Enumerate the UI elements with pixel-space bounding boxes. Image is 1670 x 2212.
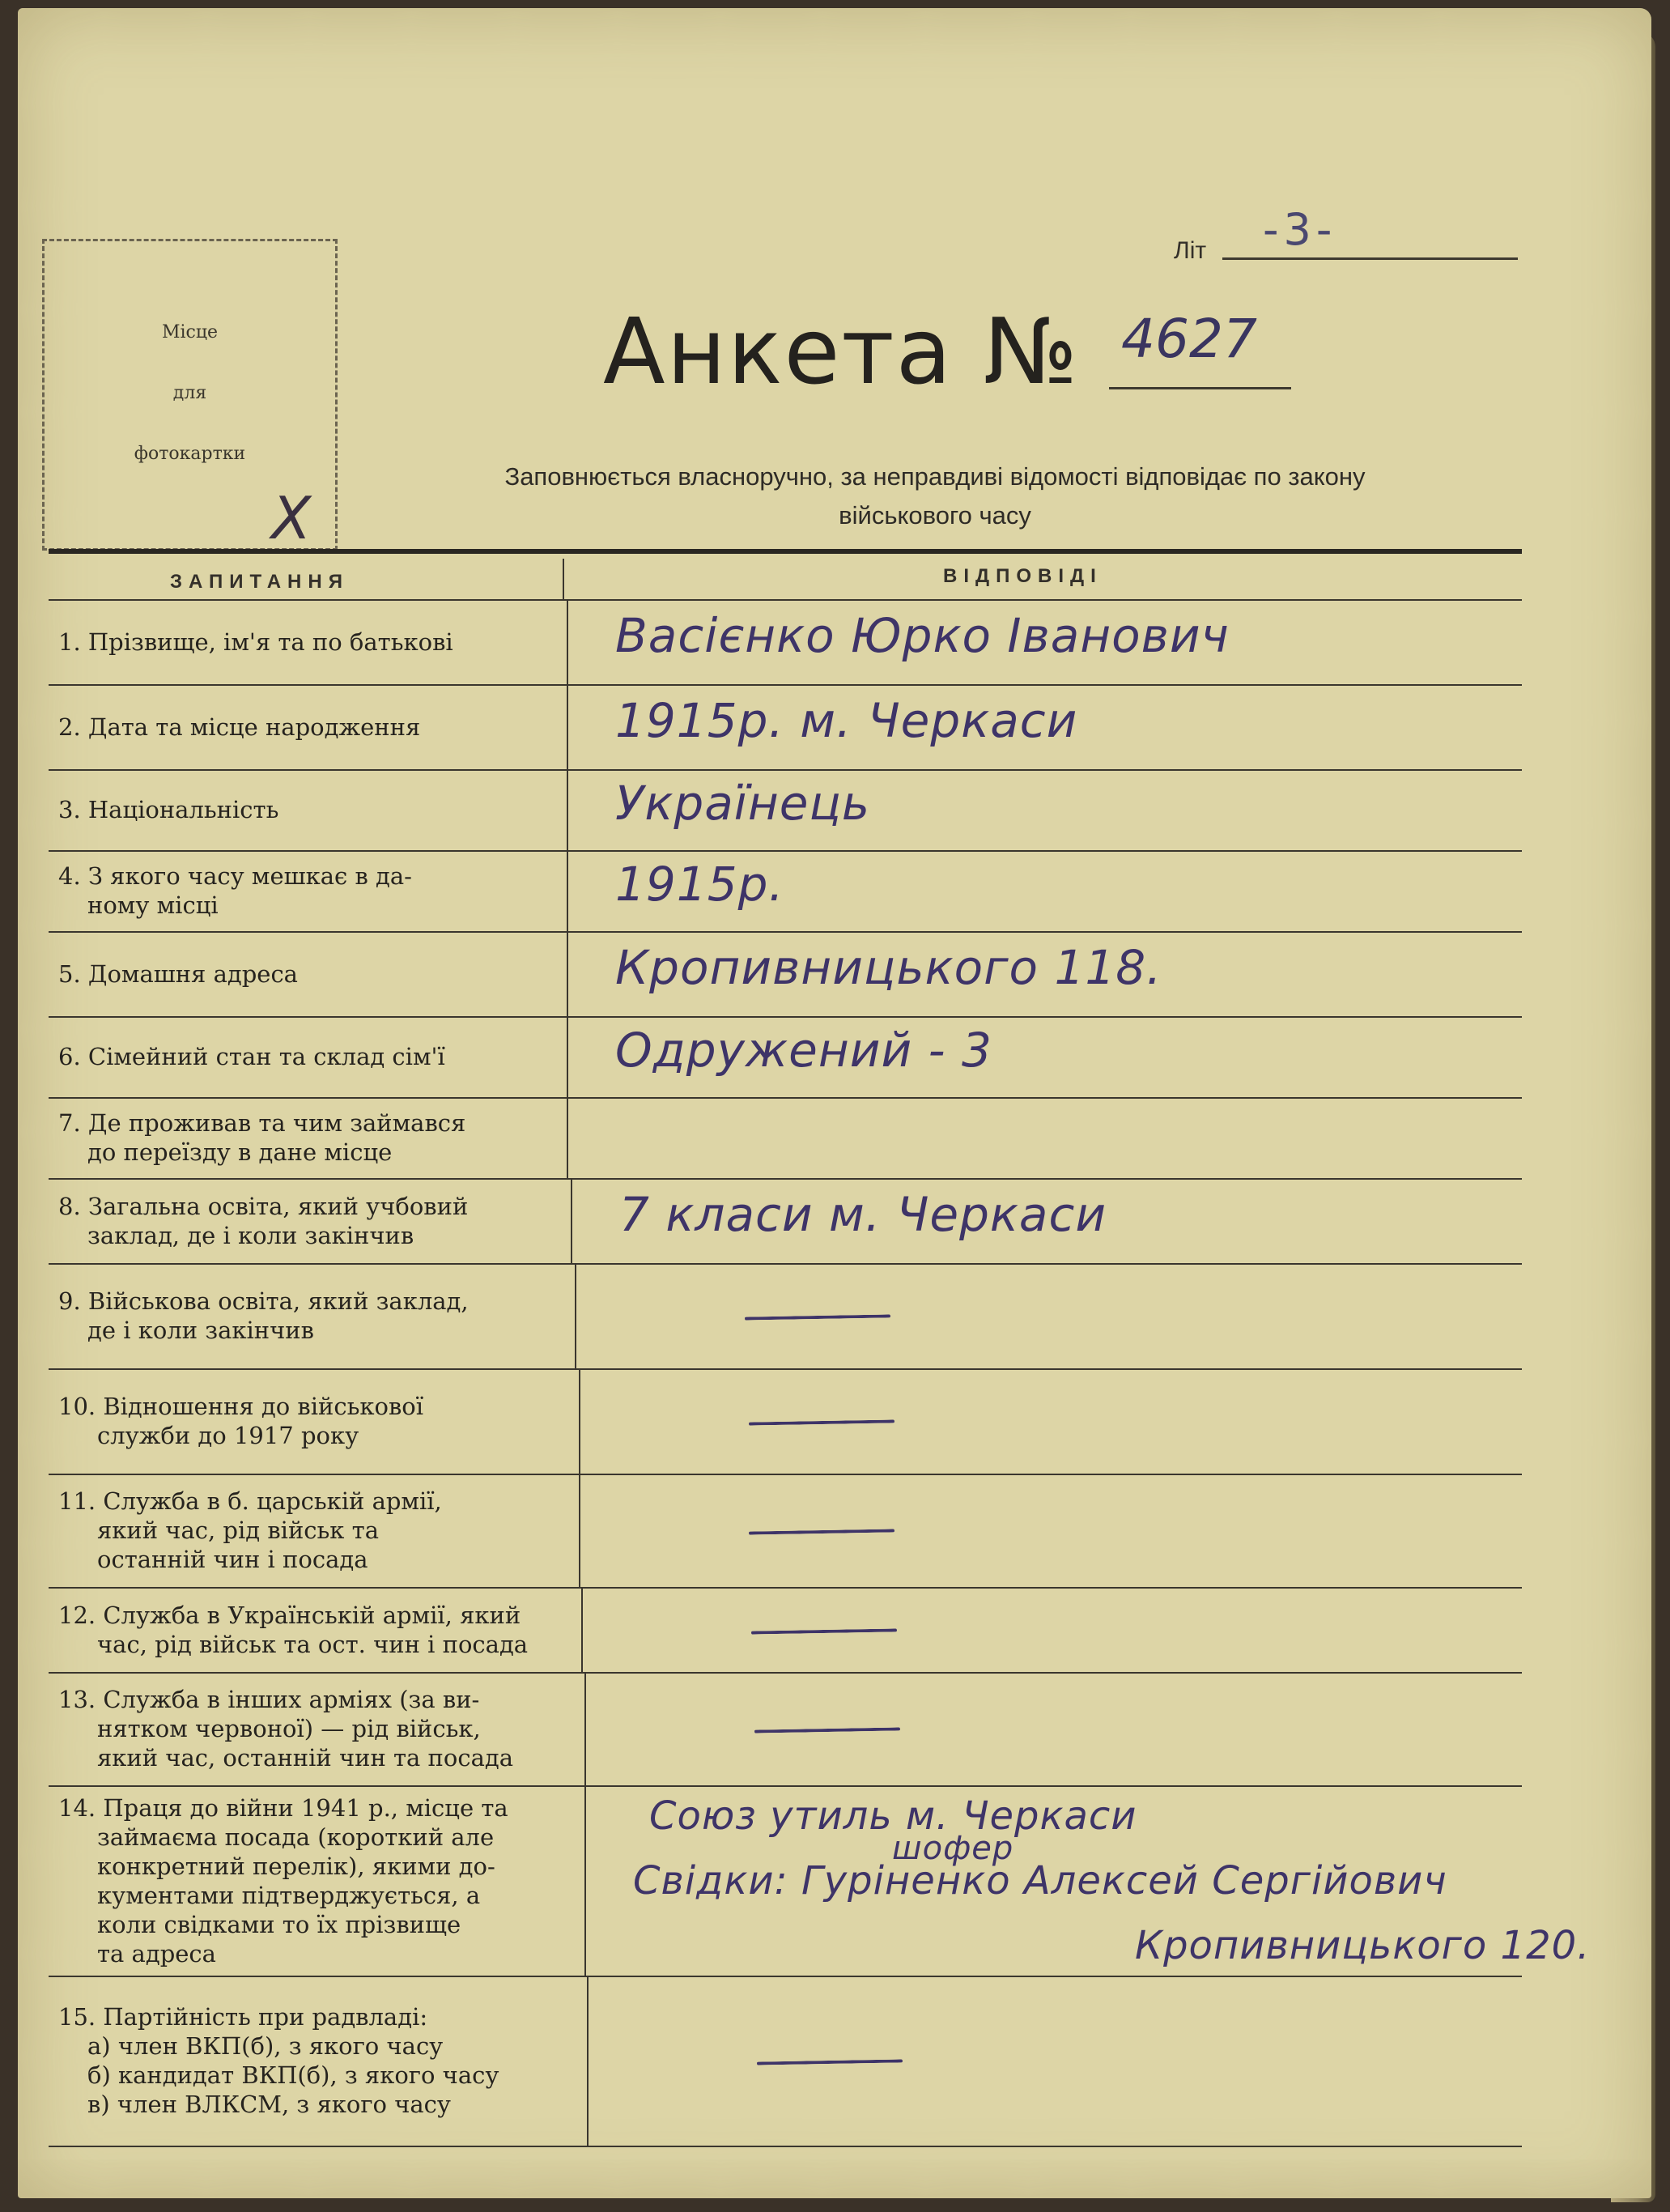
subtitle-line-2: військового часу — [839, 501, 1031, 530]
question-text: 4. З якого часу мешкає в да- — [58, 862, 412, 890]
row-separator — [49, 1368, 1522, 1370]
question-5 — [58, 959, 298, 989]
question-11 — [58, 1487, 442, 1574]
question-3 — [58, 795, 278, 824]
form-title: Анкета № — [603, 300, 1080, 405]
question-text: 13. Служба в інших арміях (за ви- — [58, 1686, 480, 1713]
form-subtitle — [372, 457, 1498, 535]
column-divider — [567, 1097, 568, 1178]
column-divider — [563, 559, 564, 599]
question-text: конкретний перелік), якими до- — [97, 1852, 495, 1880]
question-text: 12. Служба в Українській армії, який — [58, 1601, 521, 1629]
column-divider — [587, 1976, 589, 2146]
lit-label: Літ — [1174, 237, 1207, 264]
question-text: 8. Загальна освіта, який учбовий — [58, 1192, 469, 1220]
answer-14-line-2: шофер — [892, 1830, 1014, 1867]
number-underline — [1109, 387, 1291, 389]
row-separator — [49, 1016, 1522, 1018]
lit-value: -3- — [1263, 204, 1337, 255]
form-number: 4627 — [1121, 308, 1257, 370]
question-1 — [58, 627, 453, 657]
column-divider — [567, 1016, 568, 1097]
answer-1: Васієнко Юрко Іванович — [615, 607, 1230, 663]
question-15 — [58, 2002, 499, 2119]
column-divider — [575, 1263, 576, 1368]
question-14 — [58, 1793, 508, 1968]
question-13 — [58, 1685, 513, 1772]
question-text: коли свідками то їх прізвище — [97, 1910, 461, 1938]
question-text: 1. Прізвище, ім'я та по батькові — [58, 627, 453, 656]
photo-label-1: Місце — [161, 322, 219, 342]
answer-14-line-3: Свідки: Гуріненко Алексей Сергійович — [633, 1858, 1447, 1904]
question-text: займаєма посада (короткий але — [97, 1823, 495, 1851]
question-text: заклад, де і коли закінчив — [87, 1221, 414, 1249]
question-text: 5. Домашня адреса — [58, 959, 298, 988]
lit-underline — [1222, 257, 1518, 260]
header-rule — [49, 549, 1522, 554]
question-text: та адреса — [97, 1939, 216, 1967]
question-8 — [58, 1192, 468, 1250]
subtitle-line-1: Заповнюється власноручно, за неправдиві відомості відповідає по закону — [504, 462, 1366, 491]
column-divider — [581, 1587, 583, 1672]
question-text: 6. Сімейний стан та склад сім'ї — [58, 1043, 445, 1070]
question-10 — [58, 1392, 423, 1450]
row-separator — [49, 1178, 1522, 1180]
column-divider — [579, 1368, 580, 1474]
question-text: 3. Національність — [58, 796, 279, 823]
question-text: який час, останній чин та посада — [97, 1744, 514, 1772]
column-divider — [567, 599, 568, 684]
question-text: ному місці — [87, 891, 219, 919]
question-2 — [58, 713, 420, 742]
row-separator — [49, 769, 1522, 771]
answer-4: 1915р. — [615, 857, 784, 912]
question-4 — [58, 861, 412, 920]
column-divider — [584, 1785, 586, 1976]
row-separator — [49, 931, 1522, 933]
photo-label-3: фотокартки — [134, 444, 246, 464]
photo-mark: X — [271, 484, 312, 552]
question-text: 11. Служба в б. царській армії, — [58, 1487, 442, 1515]
row-separator — [49, 1785, 1522, 1787]
column-header-question: ЗАПИТАННЯ — [170, 571, 349, 593]
answer-14-line-4: Кропивницького 120. — [1135, 1923, 1591, 1968]
row-separator — [49, 1672, 1522, 1674]
column-divider — [567, 931, 568, 1016]
question-text: останній чин і посада — [97, 1546, 368, 1573]
question-12 — [58, 1601, 528, 1659]
column-divider — [567, 684, 568, 769]
row-separator — [49, 2146, 1522, 2147]
row-separator — [49, 599, 1522, 601]
answer-14-line-1: Союз утиль м. Черкаси — [649, 1793, 1137, 1839]
question-text: нятком червоної) — рід військ, — [97, 1715, 481, 1742]
question-text: час, рід військ та ост. чин і посада — [97, 1630, 529, 1658]
question-text: кументами підтверджується, а — [97, 1881, 481, 1909]
question-6 — [58, 1042, 445, 1071]
answer-5: Кропивницького 118. — [615, 939, 1162, 995]
question-text: до переїзду в дане місце — [87, 1138, 393, 1166]
column-divider — [584, 1672, 586, 1785]
question-text: 7. Де проживав та чим займався — [58, 1109, 466, 1137]
photo-label-2: для — [172, 383, 207, 403]
question-text: служби до 1917 року — [97, 1422, 359, 1449]
question-9 — [58, 1287, 469, 1345]
question-text: в) член ВЛКСМ, з якого часу — [87, 2091, 451, 2118]
question-7 — [58, 1108, 465, 1167]
column-divider — [579, 1474, 580, 1587]
row-separator — [49, 1263, 1522, 1265]
question-text: 15. Партійність при радвладі: — [58, 2003, 428, 2031]
row-separator — [49, 1587, 1522, 1589]
question-text: б) кандидат ВКП(б), з якого часу — [87, 2061, 499, 2089]
question-text: 14. Праця до війни 1941 р., місце та — [58, 1793, 508, 1822]
question-text: а) член ВКП(б), з якого часу — [87, 2032, 444, 2060]
row-separator — [49, 850, 1522, 852]
question-text: 9. Військова освіта, який заклад, — [58, 1287, 469, 1315]
answer-8: 7 класи м. Черкаси — [619, 1186, 1107, 1242]
answer-6: Одружений - 3 — [615, 1023, 992, 1078]
row-separator — [49, 1474, 1522, 1475]
question-text: який час, рід військ та — [97, 1516, 379, 1544]
question-text: де і коли закінчив — [87, 1317, 314, 1344]
question-text: 10. Відношення до військової — [58, 1393, 424, 1420]
row-separator — [49, 684, 1522, 686]
row-separator — [49, 1976, 1522, 1977]
column-header-answer: ВІДПОВІДІ — [943, 565, 1103, 587]
question-text: 2. Дата та місце народження — [58, 713, 421, 741]
column-divider — [567, 850, 568, 931]
answer-2: 1915р. м. Черкаси — [615, 692, 1078, 748]
column-divider — [567, 769, 568, 850]
column-divider — [571, 1178, 572, 1263]
row-separator — [49, 1097, 1522, 1099]
photo-placeholder — [42, 239, 338, 551]
answer-3: Українець — [615, 776, 871, 831]
